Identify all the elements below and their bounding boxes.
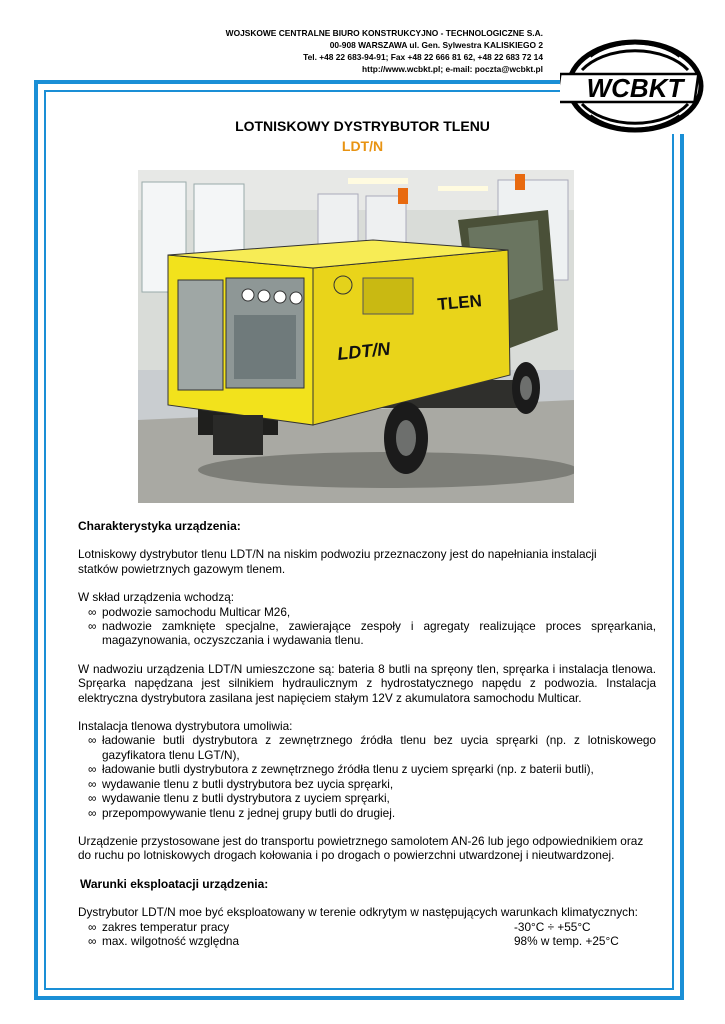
company-address: 00-908 WARSZAWA ul. Gen. Sylwestra KALISKIEGO 2 (329, 40, 543, 50)
bullet-icon: ∞ (88, 919, 97, 934)
spacer (78, 648, 656, 662)
bullet-icon: ∞ (88, 733, 97, 748)
equipment-paragraph: W nadwoziu urządzenia LDT/N umieszczone są: bateria 8 butli na spręony tlen, spręarka i instalacja tlenowa. Spręarka napędzana jest silnikiem hydraulicznym z hydrostatycznego napędu z podwozia. Instalacja elektryczna dystrybutora zasilana jest napięciem stałym 12V z akumulatora samochodu Multicar. (78, 661, 656, 705)
list-item-text: wydawanie tlenu z butli dystrybutora bez uycia spręarki, (102, 776, 394, 791)
condition-value: 98% w temp. +25°C (514, 933, 619, 948)
list-item-text: podwozie samochodu Multicar M26, (102, 604, 291, 619)
section1-heading: Charakterystyka urządzenia: (78, 519, 241, 533)
intro-line-2: statków powietrznych gazowym tlenem. (78, 561, 286, 576)
bullet-icon: ∞ (88, 805, 97, 820)
composition-heading: W skład urządzenia wchodzą: (78, 590, 235, 605)
intro-line-1: Lotniskowy dystrybutor tlenu LDT/N na niskim podwoziu przeznaczony jest do napełniania instalacji (78, 547, 597, 562)
bullet-icon: ∞ (88, 762, 97, 777)
list-item-text: ładowanie butli dystrybutora z zewnętrznego źródła tlenu bez uycia spręarki (np. z lotniskowego gazyfikatora tlenu LGT/N), (102, 733, 656, 762)
list-item (78, 733, 656, 762)
company-name: WOJSKOWE CENTRALNE BIURO KONSTRUKCYJNO - TECHNOLOGICZNE S.A. (225, 28, 543, 38)
condition-label: max. wilgotność względna (102, 933, 240, 948)
composition-list (78, 605, 656, 648)
list-item (78, 762, 656, 776)
bullet-icon: ∞ (88, 619, 97, 634)
condition-label: zakres temperatur pracy (102, 919, 230, 934)
bullet-icon: ∞ (88, 791, 97, 806)
bullet-icon: ∞ (88, 604, 97, 619)
condition-row (78, 934, 656, 948)
page-subtitle: LDT/N (341, 138, 384, 154)
install-list (78, 733, 656, 819)
bullet-icon: ∞ (88, 776, 97, 791)
company-header (143, 27, 543, 75)
condition-value: -30°C ÷ +55°C (514, 919, 591, 934)
conditions-list (78, 920, 656, 949)
truck-label-left: LDT/N (336, 338, 392, 364)
truck-label-right: TLEN (436, 291, 483, 314)
spacer (78, 820, 656, 834)
truck-photo (138, 170, 574, 503)
list-item (78, 777, 656, 791)
bullet-icon: ∞ (88, 933, 97, 948)
company-phone: Tel. +48 22 683-94-91; Fax +48 22 666 81 62, +48 22 683 72 14 (303, 52, 543, 62)
list-item (78, 806, 656, 820)
spacer (78, 863, 656, 877)
condition-row (78, 920, 656, 934)
transport-paragraph: Urządzenie przystosowane jest do transportu powietrznego samolotem AN-26 lub jego odpowiednikiem oraz do ruchu po lotniskowych drogach kołowania i po drogach o powierzchni utwardzonej i nieutwardzonej. (78, 833, 644, 863)
document-body (78, 519, 656, 948)
list-item (78, 619, 656, 648)
spacer (78, 705, 656, 719)
spacer (78, 533, 656, 547)
list-item (78, 605, 656, 619)
install-heading: Instalacja tlenowa dystrybutora umoliwia: (78, 719, 293, 734)
list-item (78, 791, 656, 805)
section2-heading: Warunki eksploatacji urządzenia: (80, 876, 269, 891)
list-item-text: przepompowywanie tlenu z jednej grupy butli do drugiej. (102, 805, 396, 820)
list-item-text: ładowanie butli dystrybutora z zewnętrznego źródła tlenu z uyciem spręarki (np. z baterii butli), (102, 762, 594, 777)
spacer (78, 891, 656, 905)
page-title: LOTNISKOWY DYSTRYBUTOR TLENU (235, 118, 490, 134)
company-web-email: http://www.wcbkt.pl; e-mail: poczta@wcbkt.pl (362, 64, 543, 74)
spacer (78, 576, 656, 590)
conditions-intro: Dystrybutor LDT/N moe być eksploatowany w terenie odkrytym w następujących warunkach klimatycznych: (78, 905, 638, 920)
logo-text: WCBKT (586, 73, 684, 103)
list-item-text: wydawanie tlenu z butli dystrybutora z uyciem spręarki, (102, 791, 390, 806)
list-item-text: nadwozie zamknięte specjalne, zawierające zespoły i agregaty realizujące proces spręarkania, magazynowania, oczyszczania i wydawania tlenu. (102, 619, 656, 648)
